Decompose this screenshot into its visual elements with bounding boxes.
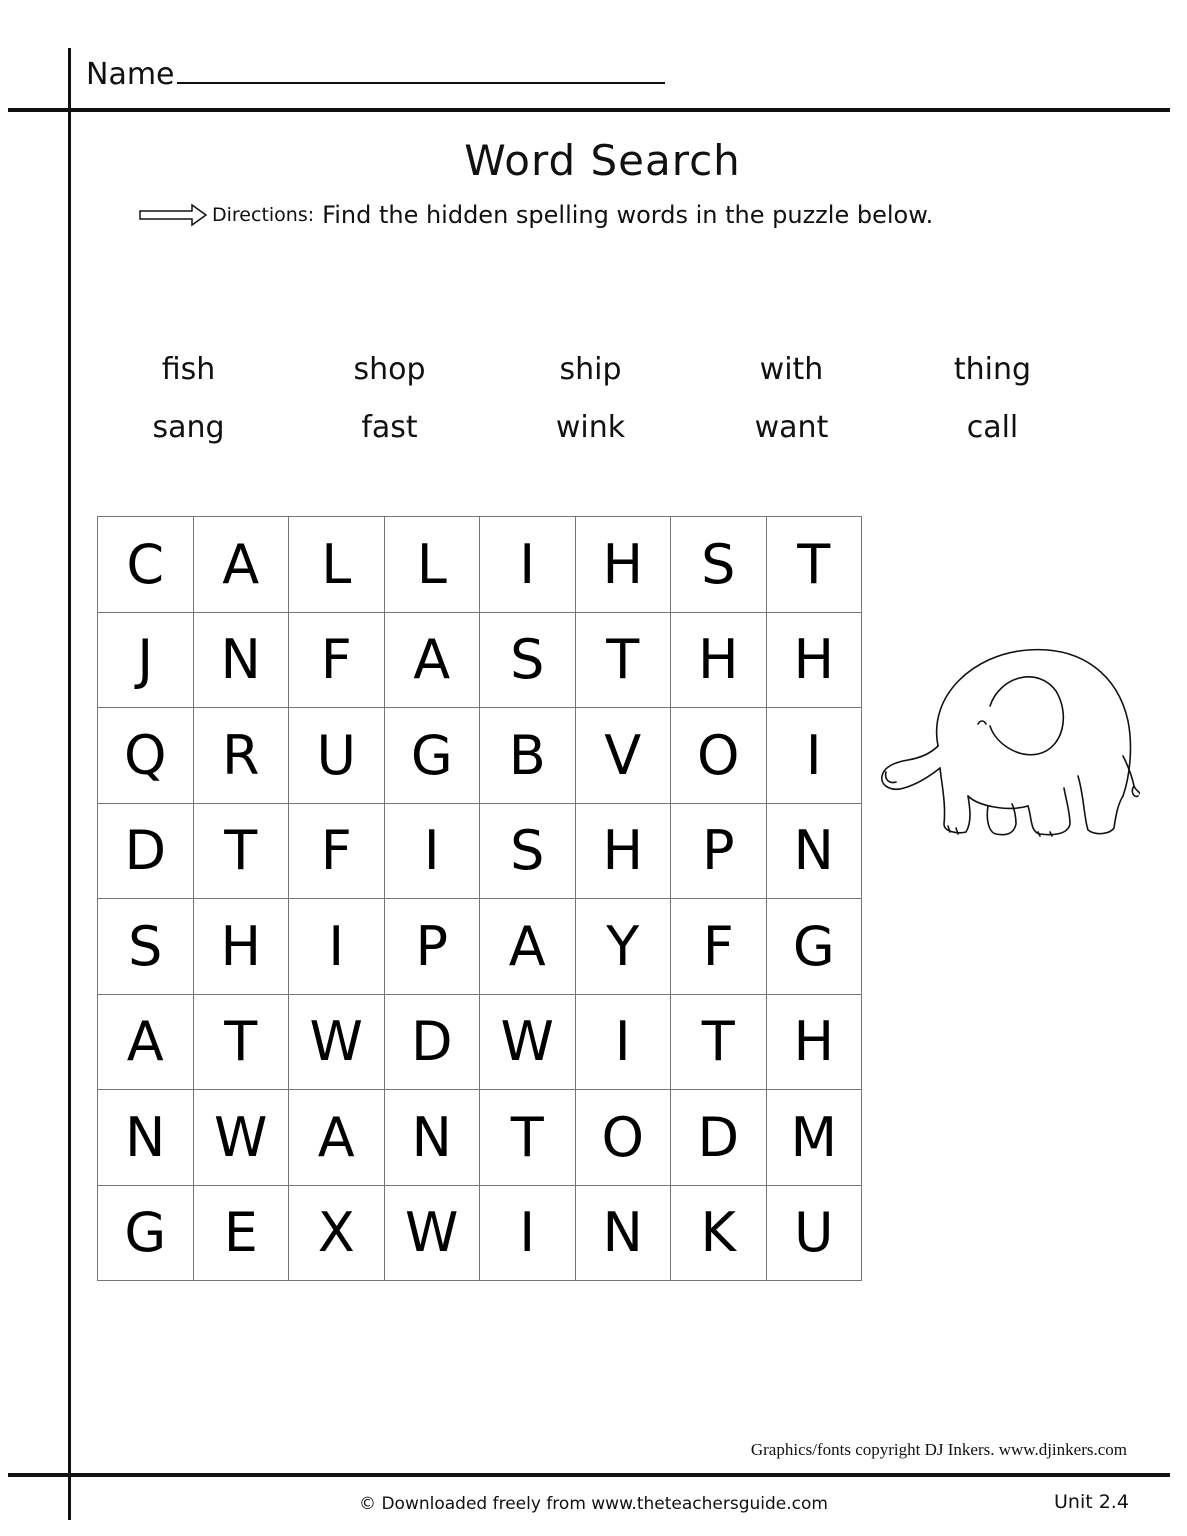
grid-cell[interactable]: R (194, 708, 290, 804)
copyright-note: Graphics/fonts copyright DJ Inkers. www.djinkers.com (750, 1440, 1127, 1459)
grid-cell[interactable]: J (98, 613, 194, 709)
grid-cell[interactable]: D (671, 1090, 767, 1186)
grid-cell[interactable]: G (385, 708, 481, 804)
word-item: with (759, 352, 824, 387)
word-item: thing (953, 352, 1032, 387)
grid-cell[interactable]: A (480, 899, 576, 995)
grid-cell[interactable]: T (671, 995, 767, 1091)
grid-cell[interactable]: V (576, 708, 672, 804)
grid-cell[interactable]: Y (576, 899, 672, 995)
word-item: ship (559, 352, 622, 387)
grid-cell[interactable]: H (767, 613, 863, 709)
grid-cell[interactable]: M (767, 1090, 863, 1186)
grid-cell[interactable]: P (385, 899, 481, 995)
grid-cell[interactable]: F (289, 613, 385, 709)
grid-cell[interactable]: I (289, 899, 385, 995)
grid-cell[interactable]: I (385, 804, 481, 900)
grid-cell[interactable]: T (576, 613, 672, 709)
grid-cell[interactable]: H (576, 804, 672, 900)
grid-cell[interactable]: T (767, 517, 863, 613)
directions-label: Directions: (212, 204, 315, 226)
grid-cell[interactable]: T (480, 1090, 576, 1186)
grid-cell[interactable]: G (98, 1186, 194, 1282)
grid-cell[interactable]: O (671, 708, 767, 804)
grid-cell[interactable]: H (767, 995, 863, 1091)
grid-cell[interactable]: T (194, 995, 290, 1091)
bottom-divider (8, 1473, 1170, 1477)
word-item: wink (555, 410, 626, 445)
grid-cell[interactable]: W (480, 995, 576, 1091)
grid-cell[interactable]: T (194, 804, 290, 900)
grid-cell[interactable]: N (767, 804, 863, 900)
name-label: Name (86, 57, 175, 92)
grid-cell[interactable]: S (480, 804, 576, 900)
grid-cell[interactable]: I (480, 1186, 576, 1282)
grid-cell[interactable]: S (98, 899, 194, 995)
arrow-right-icon (138, 202, 208, 228)
grid-cell[interactable]: Q (98, 708, 194, 804)
grid-cell[interactable]: N (194, 613, 290, 709)
grid-cell[interactable]: X (289, 1186, 385, 1282)
word-item: shop (353, 352, 426, 387)
margin-line (68, 48, 71, 1520)
top-divider (8, 108, 1170, 112)
grid-cell[interactable]: H (576, 517, 672, 613)
word-item: want (754, 410, 829, 445)
grid-cell[interactable]: P (671, 804, 767, 900)
grid-cell[interactable]: A (194, 517, 290, 613)
grid-cell[interactable]: L (385, 517, 481, 613)
grid-cell[interactable]: I (576, 995, 672, 1091)
grid-cell[interactable]: I (767, 708, 863, 804)
grid-cell[interactable]: A (385, 613, 481, 709)
grid-cell[interactable]: F (289, 804, 385, 900)
word-list-row-1 (88, 352, 1093, 387)
grid-cell[interactable]: L (289, 517, 385, 613)
grid-cell[interactable]: D (98, 804, 194, 900)
grid-cell[interactable]: U (289, 708, 385, 804)
name-field (86, 52, 665, 93)
grid-cell[interactable]: A (289, 1090, 385, 1186)
grid-cell[interactable]: C (98, 517, 194, 613)
word-item: fish (161, 352, 216, 387)
grid-cell[interactable]: N (385, 1090, 481, 1186)
grid-cell[interactable]: H (671, 613, 767, 709)
directions-text: Find the hidden spelling words in the puzzle below. (322, 201, 934, 229)
grid-cell[interactable]: N (576, 1186, 672, 1282)
grid-cell[interactable]: I (480, 517, 576, 613)
word-item: call (966, 410, 1019, 445)
grid-cell[interactable]: G (767, 899, 863, 995)
grid-cell[interactable]: H (194, 899, 290, 995)
word-item: fast (361, 410, 418, 445)
grid-cell[interactable]: N (98, 1090, 194, 1186)
grid-cell[interactable]: S (480, 613, 576, 709)
grid-cell[interactable]: O (576, 1090, 672, 1186)
elephant-illustration (878, 636, 1140, 846)
grid-cell[interactable]: K (671, 1186, 767, 1282)
word-list-row-2 (88, 410, 1093, 445)
page-title: Word Search (464, 136, 741, 185)
word-item: sang (152, 410, 225, 445)
download-credit: © Downloaded freely from www.theteachersguide.com (359, 1494, 828, 1514)
grid-cell[interactable]: E (194, 1186, 290, 1282)
word-search-grid (97, 516, 862, 1281)
grid-cell[interactable]: W (194, 1090, 290, 1186)
name-blank-line[interactable] (177, 52, 665, 84)
grid-cell[interactable]: U (767, 1186, 863, 1282)
grid-cell[interactable]: D (385, 995, 481, 1091)
grid-cell[interactable]: A (98, 995, 194, 1091)
grid-cell[interactable]: S (671, 517, 767, 613)
directions (138, 201, 933, 229)
grid-cell[interactable]: W (289, 995, 385, 1091)
unit-label: Unit 2.4 (1054, 1491, 1129, 1513)
grid-cell[interactable]: B (480, 708, 576, 804)
grid-cell[interactable]: F (671, 899, 767, 995)
grid-cell[interactable]: W (385, 1186, 481, 1282)
